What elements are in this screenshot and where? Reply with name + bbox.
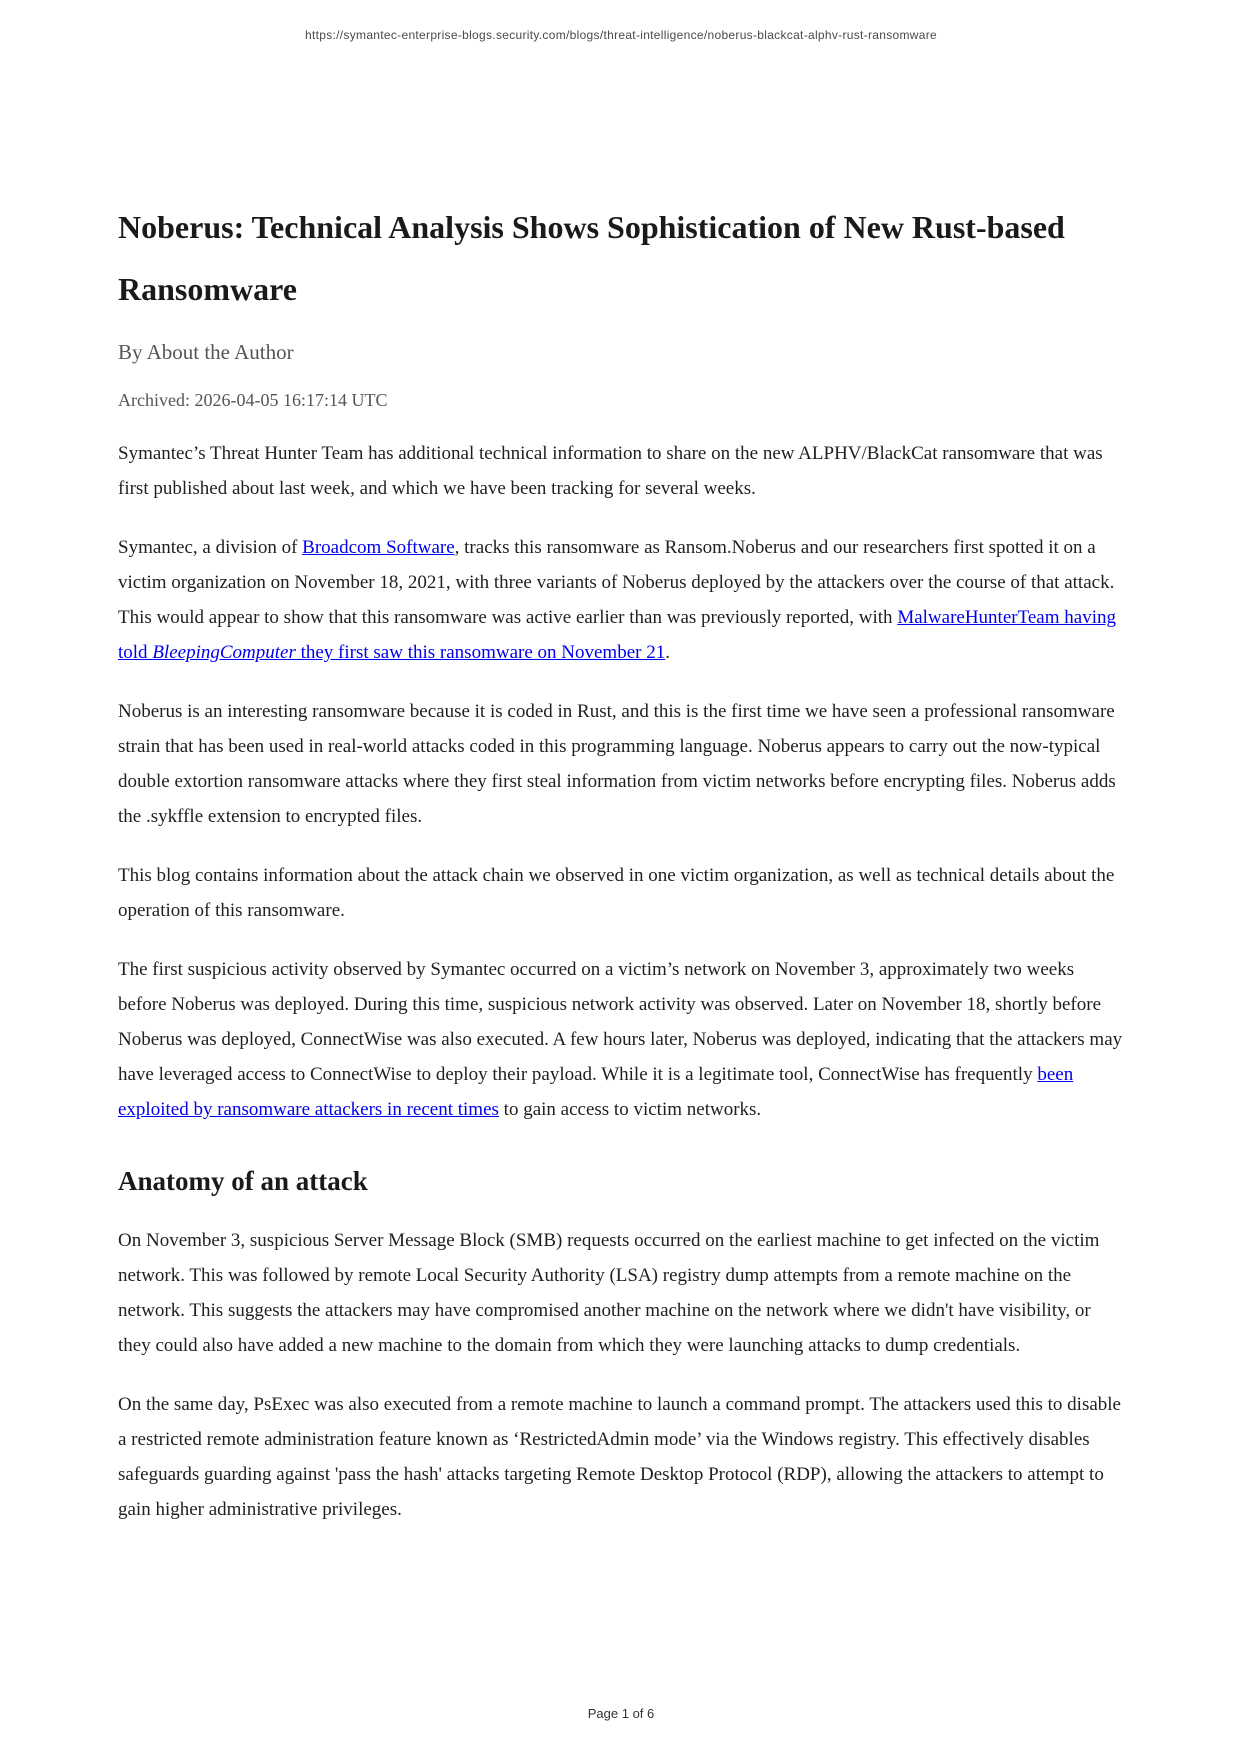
archive-timestamp: Archived: 2026-04-05 16:17:14 UTC — [118, 390, 388, 410]
text-segment: The first suspicious activity observed by Symantec occurred on a victim’s network on November 3, approximately two weeks before Noberus was deployed. During this time, suspicious network activity was observed. Later on November 18, shortly before Noberus was deployed, ConnectWise was also executed. A few hours later, Noberus was deployed, indicating that the attackers may have leveraged access to ConnectWise to deploy their payload. While it is a legitimate tool, ConnectWise has frequently — [118, 959, 1123, 1085]
archive-source-url: https://symantec-enterprise-blogs.security.com/blogs/threat-intelligence/noberus-blackcat-alphv-rust-ransomware — [305, 28, 937, 42]
page-footer — [0, 1706, 1242, 1721]
paragraph-intro-1 — [118, 436, 1126, 506]
text-segment: to gain access to victim networks. — [498, 1099, 762, 1120]
text-segment: Symantec’s Threat Hunter Team has additional technical information to share on the new ALPHV/BlackCat ransomware that was first published about last week, and which we have been tracking for several weeks. — [118, 443, 1103, 499]
text-segment: This blog contains information about the attack chain we observed in one victim organization, as well as technical details about the operation of this ransomware. — [118, 865, 1115, 921]
article — [118, 196, 1126, 1527]
text-segment: On the same day, PsExec was also executed from a remote machine to launch a command prompt. The attackers used this to disable a restricted remote administration feature known as ‘RestrictedAdmin mode’ via the Windows registry. This effectively disables safeguards guarding against 'pass the hash' attacks targeting Remote Desktop Protocol (RDP), allowing the attackers to attempt to gain higher administrative privileges. — [118, 1394, 1121, 1520]
section-heading-anatomy-of-an-attack: Anatomy of an attack — [118, 1166, 368, 1196]
inline-link[interactable]: BleepingComputer — [152, 642, 296, 663]
paragraph-intro-5 — [118, 952, 1126, 1127]
inline-link[interactable]: been exploited by ransomware attackers in recent times — [118, 1064, 1074, 1120]
inline-link[interactable]: MalwareHunterTeam having told — [118, 607, 1116, 663]
paragraph-intro-2 — [118, 530, 1126, 670]
inline-link[interactable]: they first saw this ransomware on November 21 — [295, 642, 666, 663]
paragraph-anatomy-2 — [118, 1387, 1126, 1527]
paragraph-intro-3 — [118, 694, 1126, 834]
text-segment: Symantec, a division of — [118, 537, 303, 558]
page-number-label: Page 1 of 6 — [587, 1706, 655, 1721]
text-segment: . — [665, 642, 670, 663]
paragraph-intro-4 — [118, 858, 1126, 928]
text-segment: On November 3, suspicious Server Message Block (SMB) requests occurred on the earliest machine to get infected on the victim network. This was followed by remote Local Security Authority (LSA) registry dump attempts from a remote machine on the network. This suggests the attackers may have compromised another machine on the network where we didn't have visibility, or they could also have added a new machine to the domain from which they were launching attacks to dump credentials. — [118, 1230, 1100, 1356]
text-segment: Noberus is an interesting ransomware because it is coded in Rust, and this is the first time we have seen a professional ransomware strain that has been used in real-world attacks coded in this programming language. Noberus appears to carry out the now-typical double extortion ransomware attacks where they first steal information from victim networks before encrypting files. Noberus adds the .sykffle extension to encrypted files. — [118, 701, 1116, 827]
article-byline: By About the Author — [118, 340, 294, 364]
inline-link[interactable]: Broadcom Software — [302, 537, 455, 558]
paragraph-anatomy-1 — [118, 1223, 1126, 1363]
article-title: Noberus: Technical Analysis Shows Sophistication of New Rust-based Ransomware — [118, 209, 1065, 307]
text-segment: , tracks this ransomware as Ransom.Noberus and our researchers first spotted it on a victim organization on November 18, 2021, with three variants of Noberus deployed by the attackers over the course of that attack. This would appear to show that this ransomware was active earlier than was previously reported, with — [118, 537, 1115, 628]
